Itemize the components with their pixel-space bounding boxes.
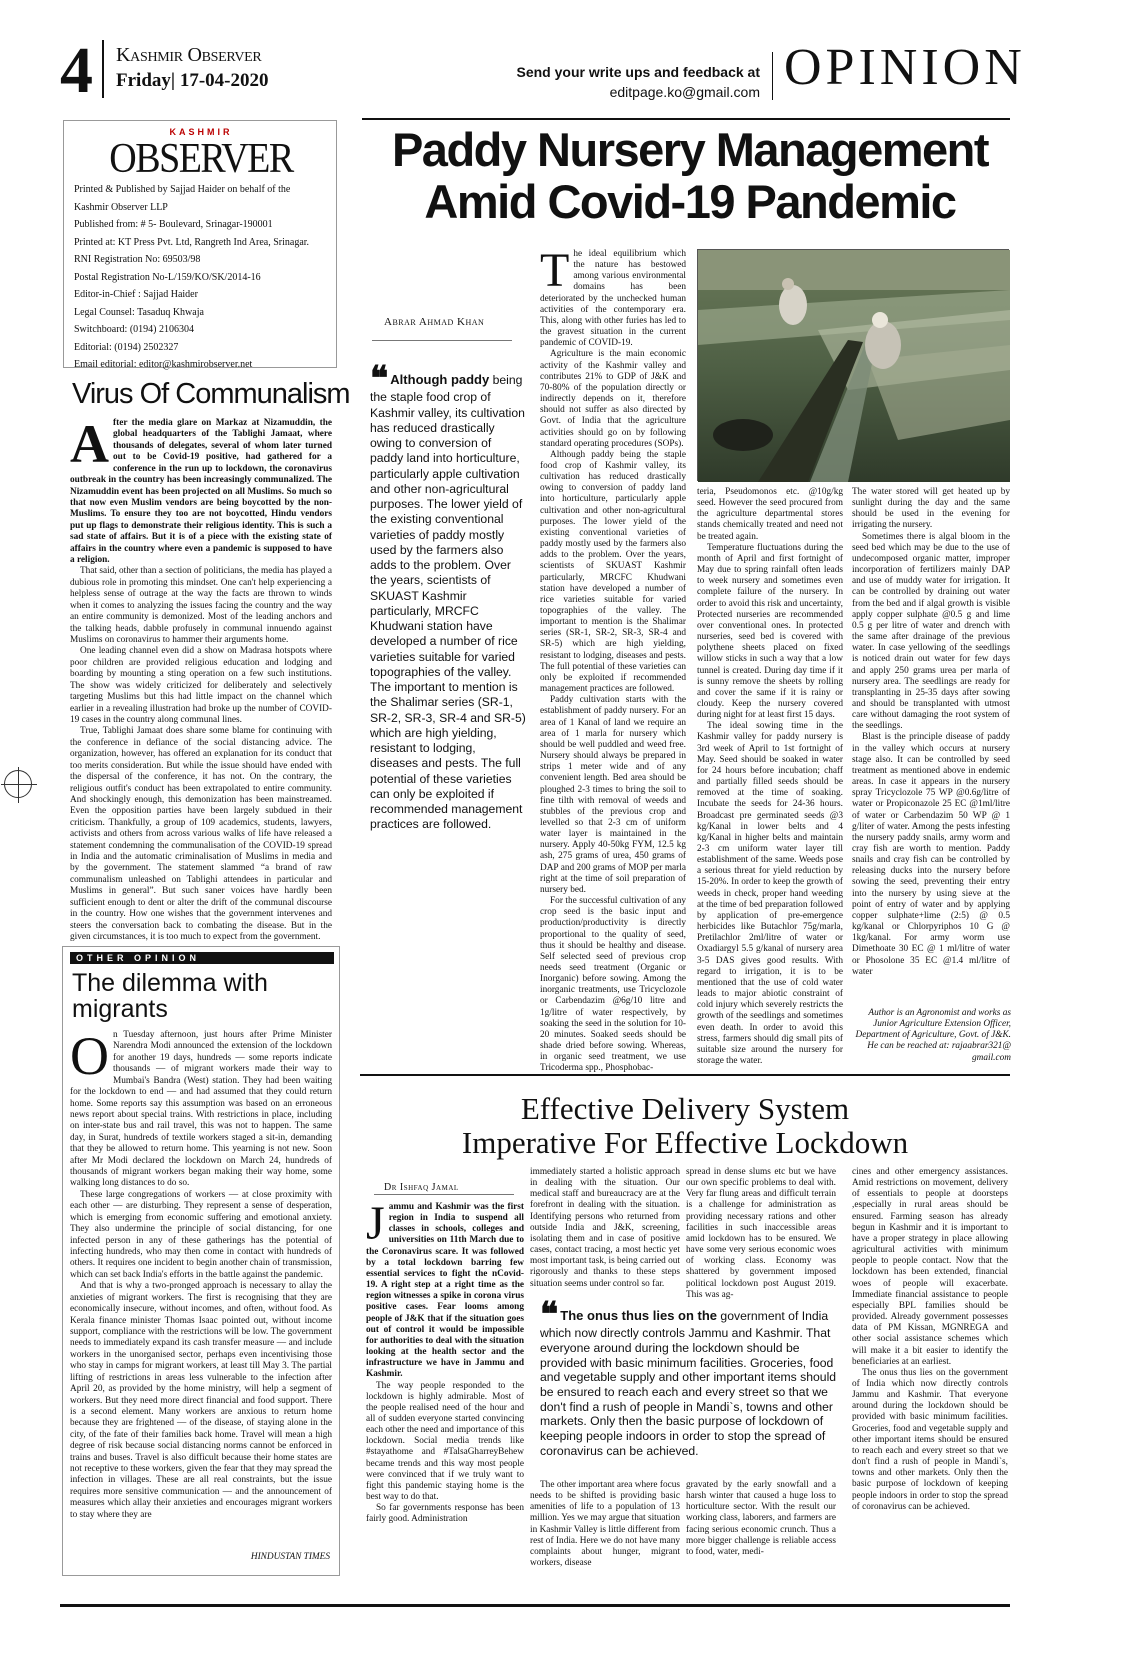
main-paragraph: Agriculture is the main economic activity of the Kashmir valley and contributes 21% to GDP of J&K and 70-80% of the population directly or indirectly depends on it, therefore should not suffer as also directed by Govt. of India that the agriculture activities should go on by following standard operating procedures (SOPs). — [540, 349, 686, 449]
masthead-logo: OBSERVER — [109, 135, 293, 183]
imprint-line: Printed & Published by Sajjad Haider on behalf of the — [74, 184, 291, 195]
main-paragraph: Although paddy being the staple food crop of Kashmir valley, its cultivation has reduced drastically owing to conversion of paddy land into horticulture, particularly apple cultivation and other non-agricultural purposes. The lower yield of the existing conventional varieties of paddy mostly used by the farmers also adds to the problem. Over the years, scientists of SKUAST Kashmir particularly, MRCFC Khudwani station have developed a number of rice varieties suitable for varied topographies of the valley. The important to mention is the Shalimar series (SR-1, SR-2, SR-3, SR-4 and SR-5) which are high yielding, resistant to lodging, diseases and pests. The full potential of these varieties can only be exploited if recommended management practices are followed. — [540, 449, 686, 695]
other-opinion-lead: On Tuesday afternoon, just hours after Prime Minister Narendra Modi announced the extension of the lockdown for another 19 days, hundreds — some reports indicate thousands — of migrant workers made their way to Mumbai's Bandra (West) station. They had been waiting for the lockdown to end — and had assumed that they could return home. Some reports say this assumption was based on an erroneous news report about special trains. With restrictions in place, including on inter-state bus and rail travel, this was not to happen. The same day, in Surat, hundreds of textile workers staged a sit-in, demanding that they be allowed to return home. This yearning is not new. Soon after Mr Modi declared the lockdown on March 24, hundreds of thousands of migrant workers began making their way home, some walking long distances to do so. — [70, 1026, 332, 1189]
imprint-line: Published from: # 5- Boulevard, Srinagar-190001 — [74, 219, 273, 230]
editorial-paragraph: One leading channel even did a show on Madrasa hotspots where poor children are provided religious education and lodging and boarding by mounting a sting operation on a few such institutions. The show was widely criticized for deliberately and selectively targeting Muslims but this had little impact on the channel which earlier in a revealing illustration had broke up the number of COVID-19 cases in the country along communal lines. — [70, 646, 332, 725]
main-paragraph: For the successful cultivation of any crop seed is the basic input and production/productivity is directly proportional to the quality of seed, thus it should be healthy and disease. Self selected seed of previous crop needs seed treatment (Organic or Inorganic) before sowing. Among the inorganic treatments, use Tricyclozole or Carbendazim @6g/10 litre and 1g/litre of water respectively, by soaking the seed in the solution for 10-20 minutes. Soaked seeds should be shade dried before sowing. Whereas, in organic seed treatment, we use Tricoderma spp., Phosphobac- — [540, 896, 686, 1074]
main-headline-line: Paddy Nursery Management — [391, 123, 989, 176]
quote-icon: ❝ — [370, 361, 389, 398]
main-paragraph: teria, Pseudomonos etc. @10g/kg seed. However the seed procured from the agriculture departmental stores stands chemically treated and need not be treated again. — [697, 487, 843, 542]
editorial-lead: After the media glare on Markaz at Nizamuddin, the global headquarters of the Tablighi Jamaat, where thousands of delegates, several of whom later turned out to be Covid-19 positive, had gathered for a conference in the run up to lockdown, the coronavirus outbreak in the country has been increasingly communalized. The Nizamuddin event has been projected on all Muslims. So much so that now even Muslim vendors are being boycotted by the non-Muslims. To ensure they too are not boycotted, Hindu vendors put up flags to demonstrate their religious identity. This is such a sad state of affairs. But it is of a piece with the existing state of affairs in the country where even a pandemic is supposed to have a religion. — [70, 414, 332, 566]
feedback-email[interactable]: editpage.ko@gmail.com — [609, 84, 760, 101]
main-paragraph: The water stored will get heated up by sunlight during the day and the same should be used in the evening for irrigating the nursery. — [852, 487, 1010, 531]
article-top-rule — [362, 118, 1010, 120]
other-opinion-paragraph: And that is why a two-pronged approach is necessary to allay the anxieties of migrant workers. The first is recognising that they are economically insecure, without incomes, and often, without food. As Kerala finance minister Thomas Isaac pointed out, without income support, compliance with the restrictions will be low. The government needs to immediately expand its cash transfer measure — and include workers in the unorganised sector, perhaps even incentivising those who stay in camps for migrant workers, at least till May 3. The partial lifting of restrictions in areas less vulnerable to the infection after April 20, as provided by the home ministry, will help a segment of workers. But they need more direct financial and food support. There is a second element. Many workers are anxious to return home because they are frightened — of the disease, of staying alone in the city, of the fate of their families back home. Travel will mean a high degree of risk because social distancing norms cannot be enforced in trains and buses. Travel is also difficult because their home states are not receptive to these workers, given the fear that they may spread the infection in villages. These are all real constraints, but the issue requires more sensitive communication — and the announcement of measures which allay their anxieties and encourages migrant workers to stay where they are — [70, 1281, 332, 1520]
main-byline: Abrar Ahmad Khan — [384, 316, 485, 328]
paddy-field-photo — [697, 249, 1009, 481]
second-byline: Dr Ishfaq Jamal — [384, 1182, 459, 1193]
other-opinion-body — [70, 1026, 332, 1546]
editorial-paragraph: True, Tablighi Jamaat does share some blame for continuing with the conference in defiance of the social distancing advice. The organization, however, has offered an explanation for its conduct that too merits consideration. But while the issue should have ended with the dispersal of the conference, it has not. On the contrary, the religious outfit's conduct has been extrapolated to entire community. And shockingly enough, this demonization has been mainstreamed. Even the opposition parties have been largely subdued in their criticism. Thankfully, a group of 109 academics, students, lawyers, activists and others from across various walks of life have released a statement condemning the communalisation of the COVID-19 spread in India and the automatic criminalisation of Muslims in media and by the government. The statement slammed “a brand of raw communalism unleashed on Tablighi attendees in particular and Muslims in general”. But such saner voices have hardly been sufficient enough to dent or alter the drift of the communal discourse in the country. How one wishes that the government intervenes and steers the conversation back to combating the disease. But in the given circumstances, it is too much to expect from the government. — [70, 726, 332, 942]
imprint-line: Legal Counsel: Tasaduq Khwaja — [74, 306, 204, 318]
imprint-line: Email editorial: editor@kashmirobserver.net — [74, 359, 253, 370]
dropcap: J — [366, 1197, 385, 1250]
second-column-1 — [366, 1197, 524, 1598]
second-paragraph: So far governments response has been fairly good. Administration — [366, 1503, 524, 1525]
editorial-paragraph: That said, other than a section of politicians, the media has played a dubious role in promoting this mindset. One can't help experiencing a helpless sense of outrage at the way the facts are thrown to winds when it comes to analyzing the issues facing the country and the way an entire community is demonized. Most of the leading anchors and the talking heads, dabble profusely in communal innuendo against Muslims on coronavirus to hammer their arguments home. — [70, 566, 332, 646]
second-paragraph: The way people responded to the lockdown is highly admirable. Most of the people realised need of the hour and all of sudden everyone started convincing each other the need and importance of this lockdown. Social media trends like #stayathome and #TalsaGharreyBehew became trends and this way most people were convinced that if we truly want to fight this pandemic staying home is the best way to do that. — [366, 1380, 524, 1503]
main-column-2 — [697, 487, 843, 1066]
second-lead: Jammu and Kashmir was the first region in India to suspend all classes in schools, colleges and universities on 11th March due to the Coronavirus scare. It was followed by a total lockdown barring few essential services to fight the nCovid-19. A right step at a right time as the region witnesses a spike in corona virus positive cases. Fear looms among people of J&K that if the situation goes out of control it would be impossible for authorities to deal with the situation looking at the health sector and the infrastructure we have in Jammu and Kashmir. — [366, 1197, 524, 1380]
second-pullquote — [540, 1297, 840, 1458]
page-number: 4 — [60, 34, 93, 107]
other-opinion-label: OTHER OPINION — [70, 952, 334, 964]
other-opinion-paragraph: These large congregations of workers — at close proximity with each other — are disturbing. They represent a sense of desperation, which is emerging from economic suffering and emotional anxiety. They also undermine the principle of social distancing, for one infected person in any of these gatherings has the potential of infecting hundreds, who may then come in contact with hundreds of others. It requires one incident to begin another chain of transmission, which can set back India's efforts in the battle against the pandemic. — [70, 1189, 332, 1280]
other-opinion-headline: The dilemma with migrants — [72, 969, 268, 1024]
second-column-3-bottom: gravated by the early snowfall and a harsh winter that caused a huge loss to horticulture sector. With the result our working class, laborers, and farmers are facing serious economic crunch. Thus a more bigger challenge is reliable access to food, water, medi- — [686, 1480, 836, 1557]
header-divider — [102, 40, 104, 98]
main-column-3 — [852, 487, 1010, 1005]
second-headline — [360, 1092, 1010, 1160]
second-column-2-top: immediately started a holistic approach in dealing with the situation. Our medical staff and bureaucracy are at the forefront in dealing with the situation. Identifying persons who returned from outside India and J&K, screening, isolating them and in case of positive cases, contact tracing, a most hectic yet most important task, is being carried out rigorously and thanks to these steps situation seems under control so far. — [530, 1167, 681, 1289]
article-top-rule — [360, 1074, 1010, 1076]
byline-rule — [374, 1194, 514, 1195]
second-headline-line: Imperative For Effective Lockdown — [461, 1125, 909, 1161]
second-paragraph: cines and other emergency assistances. Amid restrictions on movement, delivery of essentials to people at doorsteps ,especially in rural areas should be ensured. Farming season has already begun in Kashmir and it is important to have a proper strategy in place allowing agricultural activities with minimum people to people contact. Now that the lockdown has been extended, financial woes of people will exacerbate. Immediate financial assistance to people especially BPL families should be provided. Already government possesses data of PM Kissan, MGNREGA and other social assistance schemes which will make it a bit easier to identify the beneficiaries at an earliest. — [852, 1167, 1008, 1367]
feedback-notice — [516, 62, 760, 103]
dropcap: T — [540, 244, 570, 297]
issue-date: Friday| 17-04-2020 — [116, 70, 269, 91]
main-pullquote — [370, 361, 526, 833]
second-column-2-bottom: The other important area where focus needs to be shifted is providing basic amenities of life to a population of 13 million. Yes we may argue that situation in Kashmir Valley is little different from rest of India. Here we do not have many complaints about hunger, migrant workers, disease — [530, 1480, 680, 1569]
second-column-4 — [852, 1167, 1008, 1597]
imprint-line: Kashmir Observer LLP — [74, 201, 168, 213]
author-note: Author is an Agronomist and works as Junior Agriculture Extension Officer, Department of Agriculture, Govt. of J&K. He can be reached at: rajaabrar321@ gmail.com — [855, 1008, 1011, 1063]
main-paragraph: Blast is the principle disease of paddy in the valley which occurs at nursery stage also. It can be controlled by seed treatment as mentioned above in endemic areas. In case it appears in the nursery spray Tricyclozole 75 WP @0.6g/litre of water or Propiconazole 25 EC @1ml/litre of water or Carbendazim 50 WP @ 1 g/liter of water. Among the pests infesting the nursery paddy snails, army worm and cray fish are worth to mention. Paddy snails and cray fish can be controlled by releasing ducks into the nursery before sowing the seed, preventing their entry into the nursery by using sieve at the point of entry of water and by applying copper sulphate+lime (2:5) @ 0.5 kg/kanal or Chlorpyriphos 10 G @ 1kg/kanal. For army worm use Dimethoate 30 EC @ 1 ml/litre of water or Phosolone 35 EC @1.4 ml/litre of water — [852, 732, 1010, 977]
imprint-list — [74, 181, 332, 374]
section-divider — [772, 52, 773, 100]
main-headline — [360, 124, 1020, 227]
pullquote-lead: The onus thus lies on the — [560, 1308, 718, 1323]
pullquote-text: being the staple food crop of Kashmir valley, its cultivation has reduced drastically owing to conversion of paddy land into horticulture, particularly apple cultivation and other non-agricultural purposes. The lower yield of the existing conventional varieties of paddy mostly used by the farmers also adds to the problem. Over the years, scientists of SKUAST Kashmir particularly, MRCFC Khudwani station have developed a number of rice varieties suitable for varied topographies of the valley. The important to mention is the Shalimar series (SR-1, SR-2, SR-3, SR-4 and SR-5) which are high yielding, resistant to lodging, diseases and pests. The full potential of these varieties can only be exploited if recommended management practices are followed. — [370, 373, 526, 832]
quote-icon: ❝ — [540, 1297, 559, 1334]
imprint-line: Editorial: (0194) 2502327 — [74, 341, 179, 353]
editorial-headline: Virus Of Communalism — [72, 378, 350, 410]
other-opinion-credit: HINDUSTAN TIMES — [250, 1552, 330, 1562]
masthead-box — [63, 120, 337, 368]
brand-name: Kashmir Observer — [116, 44, 262, 66]
main-paragraph: The ideal equilibrium which the nature has bestowed among various environmental domains has been deteriorated by the unchecked human activities of the contemporary era. This, along with other furies has led to the gravest situation in the current pandemic of COVID-19. — [540, 244, 686, 349]
second-column-3-top: spread in dense slums etc but we have our own specific problems to deal with. Very far flung areas and difficult terrain is a challenge for administration as providing necessary rations and other facilities in such inaccessible areas amid lockdown has to be ensured. We have some very serious economic woes of working class. Economy was shattered by government imposed political lockdown post August 2019. This was ag- — [686, 1167, 836, 1300]
second-headline-line: Effective Delivery System — [520, 1091, 850, 1126]
feedback-line: Send your write ups and feedback at — [516, 64, 760, 80]
main-paragraph: Paddy cultivation starts with the establishment of paddy nursery. For an area of 1 Kanal of land we require an area of 1 marla for nursery which should be well puddled and weed free. Nursery should always be prepared in strips 1 meter wide and of any convenient length. Bed area should be ploughed 2-3 times to bring the soil to fine tilth with removal of weeds and stubbles of the previous crop and levelled so that 2-3 cm of uniform water layer is maintained in the nursery. Apply 40-50kg FYM, 12.5 kg ash, 275 grams of urea, 450 grams of DAP and 200 grams of MOP per marla right at the time of soil preparation of nursery bed. — [540, 695, 686, 895]
imprint-line: Switchboard: (0194) 2106304 — [74, 324, 194, 335]
byline-rule — [372, 340, 512, 341]
imprint-line: Postal Registration No-L/159/KO/SK/2014-16 — [74, 271, 261, 283]
registration-mark — [4, 770, 32, 798]
masthead-kicker: KASHMIR — [169, 127, 233, 137]
main-paragraph: Sometimes there is algal bloom in the seed bed which may be due to the use of undecomposed organic matter, improper incorporation of fertilizers mainly DAP and use of muddy water for irrigation. It can be controlled by draining out water from the bed and if algal growth is visible apply copper sulphate @0.5 g and lime 0.5 g per litre of water and drench with the same after drainage of the previous water. In case yellowing of the seedlings is noticed drain out water for few days and apply 250 grams urea per marla of nursery area. The seedlings are ready for transplanting in 25-35 days after sowing and should be transplanted with utmost care without damaging the root system of the seedlings. — [852, 531, 1010, 732]
second-paragraph: The onus thus lies on the government of India which now directly controls Jammu and Kashmir. That everyone around during the lockdown should be provided with basic minimum facilities. Groceries, food and vegetable supply and other important items should be ensured to reach each and every street so that we don't find a rush of people in Mandi`s, towns and other markets. Only then the basic purpose of lockdown of keeping people indoors in order to stop the spread of coronavirus can be achieved. — [852, 1367, 1008, 1512]
pullquote-lead: Although paddy — [390, 372, 490, 387]
section-title: OPINION — [784, 39, 1026, 96]
page-bottom-rule — [60, 1604, 1010, 1607]
editorial-body — [70, 414, 332, 944]
imprint-line: Printed at: KT Press Pvt. Ltd, Rangreth Ind Area, Srinagar. — [74, 236, 310, 248]
imprint-line: RNI Registration No: 69503/98 — [74, 254, 201, 265]
main-paragraph: Temperature fluctuations during the month of April and first fortnight of May due to spring rainfall often leads to week nursery and sometimes even complete failure of the nursery. In order to avoid this risk and uncertainty, Protected nurseries are recommended over conventional ones. In protected nurseries, seed bed is covered with polythene sheets placed on fixed willow sticks in such a way that a low tunnel is created. During day time if it is sunny remove the sheets by rolling and cover the same if it is rainy or cloudy. Keep the nursery covered during night for at least first 15 days. — [697, 542, 843, 721]
main-paragraph: The ideal sowing time in the Kashmir valley for paddy nursery is 3rd week of April to 1st fortnight of May. Seed should be soaked in water for 24 hours before incubation; chaff and partially filled seeds should be removed at the time of soaking. Incubate the seeds for 24-36 hours. Broadcast pre germinated seeds @3 kg/Kanal in lower belts and 4 kg/Kanal in higher belts and maintain 2-3 cm uniform water layer till establishment of the same. Weeds pose a serious threat for yield reduction by 15-20%. In order to keep the growth of weeds in check, proper hand weeding at the time of bed preparation followed by application of pre-emergence herbicides like Butachlor 75g/marla, Pretilachlor 2ml/litre of water or Oxadiargyl 5.5 g/kanal of nursery area 3-5 DAS gives good results. With regard to irrigation, it is to be mentioned that the use of cold water leads to major abiotic constraint of cold injury which severely restricts the growth of the seedlings and sometimes even death. In order to avoid this stress, farmers should dig small pits of suitable size around the nursery for storage the water. — [697, 721, 843, 1066]
main-column-1 — [540, 244, 686, 1079]
photo-illustration — [698, 250, 1010, 482]
main-headline-line: Amid Covid-19 Pandemic — [424, 174, 956, 228]
pullquote-text: government of India which now directly controls Jammu and Kashmir. That everyone around during the lockdown should be provided with basic minimum facilities. Groceries, food and vegetable supply and other important items should be ensured to reach each and every street so that we don't find a rush of people in Mandi`s, towns and other markets. Only then the basic purpose of lockdown of keeping people indoors in order to stop the spread of coronavirus can be achieved. — [540, 1309, 837, 1458]
dropcap: O — [70, 1026, 109, 1086]
dropcap: A — [70, 414, 109, 474]
imprint-line: Editor-in-Chief : Sajjad Haider — [74, 289, 198, 300]
